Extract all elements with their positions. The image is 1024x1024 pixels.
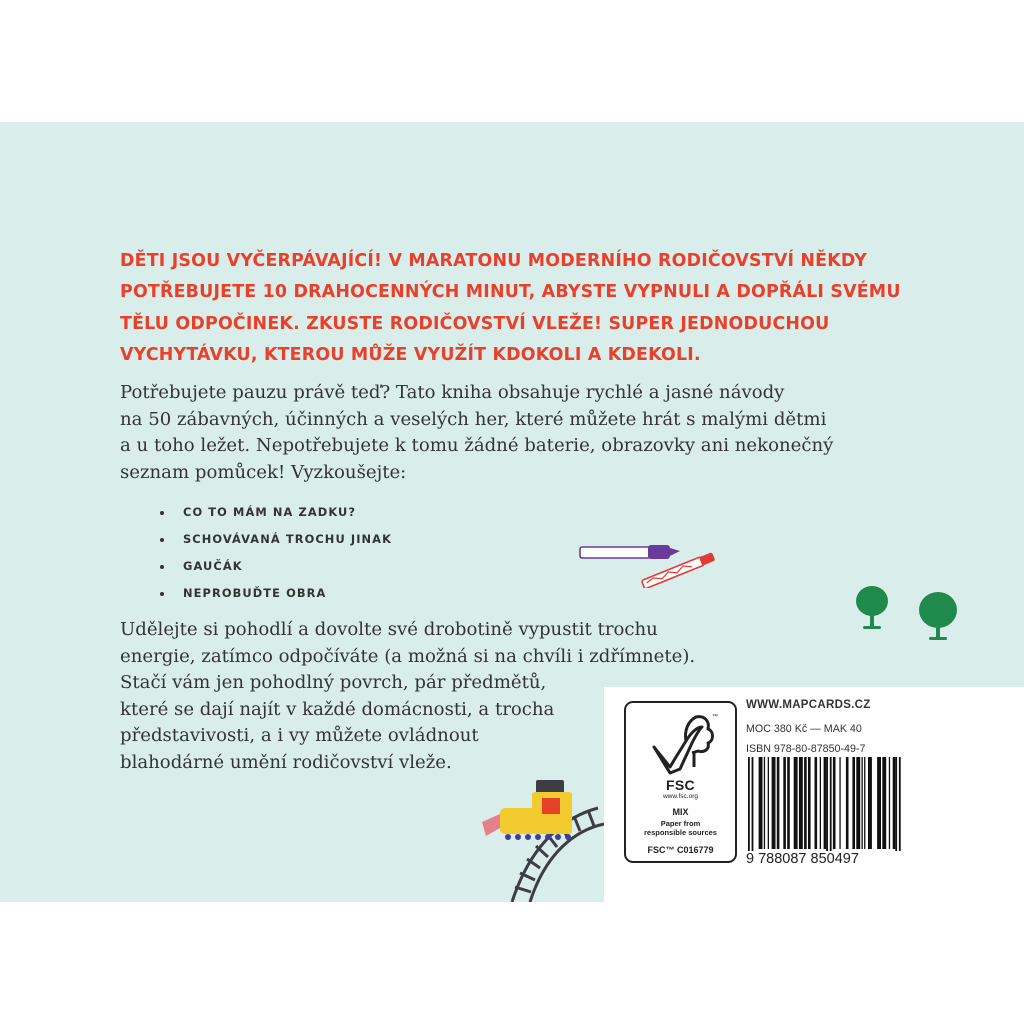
barcode-bar bbox=[794, 757, 798, 849]
barcode-bar bbox=[783, 757, 786, 849]
barcode-bar bbox=[833, 757, 836, 849]
game-list bbox=[160, 499, 392, 607]
fsc-code: FSC™ C016779 bbox=[647, 845, 714, 855]
paragraph-line: seznam pomůcek! Vyzkoušejte: bbox=[120, 461, 407, 483]
intro-line: DĚTI JSOU VYČERPÁVAJÍCÍ! V MARATONU MODERNÍHO RODIČOVSTVÍ NĚKDY bbox=[120, 251, 868, 271]
barcode-bar bbox=[787, 757, 790, 849]
barcode-bar bbox=[889, 757, 890, 849]
game-list-item: SCHOVÁVANÁ TROCHU JINAK bbox=[160, 526, 392, 553]
barcode-bar bbox=[895, 757, 897, 855]
barcode-bar bbox=[799, 757, 803, 849]
paragraph-line: Stačí vám jen pohodlný povrch, pár předmětů, bbox=[120, 672, 547, 694]
barcode-bar bbox=[748, 757, 750, 855]
isbn-line: ISBN 978-80-87850-49-7 bbox=[746, 743, 866, 755]
tree-right bbox=[919, 592, 957, 640]
barcode-bar bbox=[824, 757, 827, 849]
barcode-bar bbox=[877, 757, 881, 849]
barcode-bar bbox=[882, 757, 886, 849]
fsc-paper-text bbox=[626, 820, 735, 837]
barcode-bar bbox=[752, 757, 754, 855]
train-engine bbox=[482, 780, 572, 840]
paragraph-line: Udělejte si pohodlí a dovolte své drobotině vypustit trochu bbox=[120, 619, 658, 640]
intro-line: VYCHYTÁVKU, KTEROU MŮŽE VYUŽÍT KDOKOLI A KDEKOLI. bbox=[120, 344, 701, 365]
barcode-bar bbox=[808, 757, 811, 849]
barcode-bar bbox=[768, 757, 769, 849]
intro-line: TĚLU ODPOČINEK. ZKUSTE RODIČOVSTVÍ VLEŽE! SUPER JEDNODUCHOU bbox=[120, 313, 830, 334]
fsc-url: www.fsc.org bbox=[662, 793, 699, 800]
paragraph-line: které se dají najít v každé domácnosti, a trocha bbox=[120, 698, 555, 720]
barcode-bar bbox=[846, 757, 849, 849]
fsc-name: FSC bbox=[666, 777, 695, 793]
game-list-item: NEPROBUĎTE OBRA bbox=[160, 580, 392, 607]
barcode-bar bbox=[862, 757, 863, 849]
fsc-tm: ™ bbox=[712, 714, 718, 720]
barcode-bar bbox=[777, 757, 780, 849]
barcode-bar bbox=[764, 757, 765, 849]
barcode-bar bbox=[804, 757, 807, 849]
barcode-digits: 9 788087 850497 bbox=[746, 851, 942, 867]
publisher-website: WWW.MAPCARDS.CZ bbox=[746, 699, 871, 711]
paragraph-line: Potřebujete pauzu právě teď? Tato kniha obsahuje rychlé a jasné návody bbox=[120, 382, 785, 403]
game-list-item: GAUČÁK bbox=[160, 553, 392, 580]
fsc-label bbox=[624, 701, 737, 863]
barcode-bar bbox=[864, 757, 865, 849]
barcode-bar bbox=[856, 757, 860, 849]
purple-marker bbox=[580, 545, 680, 559]
price-line: MOC 380 Kč — MAK 40 bbox=[746, 723, 862, 735]
fsc-paper-line: Paper from bbox=[660, 819, 701, 828]
barcode-bar bbox=[826, 757, 828, 855]
isbn-barcode bbox=[746, 757, 939, 855]
trees-illustration bbox=[852, 584, 964, 644]
barcode-bar bbox=[772, 757, 776, 849]
barcode-bar bbox=[839, 757, 840, 849]
train-illustration bbox=[476, 778, 606, 902]
game-list-item: CO TO MÁM NA ZADKU? bbox=[160, 499, 392, 526]
barcode-bar bbox=[830, 757, 832, 855]
barcode-bar bbox=[893, 757, 896, 849]
description-paragraph-1 bbox=[120, 380, 833, 486]
tree-left bbox=[856, 586, 888, 629]
fsc-paper-line: responsible sources bbox=[644, 827, 717, 837]
paragraph-line: na 50 zábavných, účinných a veselých her, které můžete hrát s malými dětmi bbox=[120, 408, 827, 430]
fsc-tree-checkmark-icon bbox=[640, 711, 722, 775]
barcode-bar bbox=[899, 757, 901, 855]
publisher-info-box bbox=[604, 687, 1024, 902]
paragraph-line: a u toho ležet. Nepotřebujete k tomu žádné baterie, obrazovky ani nekonečný bbox=[120, 435, 834, 457]
fsc-mix: MIX bbox=[672, 807, 689, 817]
intro-line: POTŘEBUJETE 10 DRAHOCENNÝCH MINUT, ABYSTE VYPNULI A DOPŘÁLI SVÉMU bbox=[120, 282, 901, 303]
barcode-bar bbox=[820, 757, 821, 849]
paragraph-line: představivosti, a i vy můžete ovládnout bbox=[120, 725, 479, 747]
barcode-bar bbox=[815, 757, 818, 849]
barcode-bar bbox=[759, 757, 763, 849]
intro-blurb bbox=[120, 246, 920, 371]
paragraph-line: energie, zatímco odpočíváte (a možná si na chvíli i zdřímnete). bbox=[120, 645, 696, 667]
book-back-cover bbox=[0, 122, 1024, 902]
markers-illustration bbox=[576, 536, 724, 588]
barcode-bar bbox=[868, 757, 872, 849]
barcode-bar bbox=[852, 757, 855, 849]
paragraph-line: blahodárné umění rodičovství vleže. bbox=[120, 751, 452, 773]
